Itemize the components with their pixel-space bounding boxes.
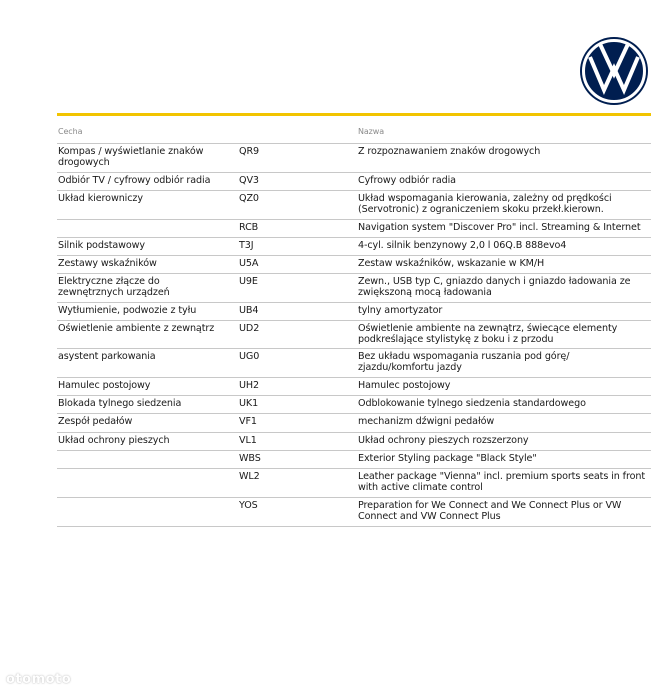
code-cell: UK1: [239, 398, 259, 409]
code-cell: WBS: [239, 453, 261, 464]
feature-cell: Elektryczne złącze do zewnętrznych urządzeń: [58, 276, 170, 298]
feature-cell: Silnik podstawowy: [58, 240, 146, 251]
code-cell: UD2: [239, 323, 260, 334]
code-cell: QV3: [239, 175, 259, 186]
code-cell: VL1: [239, 435, 257, 446]
feature-cell: Blokada tylnego siedzenia: [58, 398, 182, 409]
table-row: [57, 469, 651, 498]
name-cell: mechanizm dźwigni pedałów: [358, 416, 495, 427]
name-cell: Preparation for We Connect and We Connect Plus or VW Connect and VW Connect Plus: [358, 500, 622, 522]
table-row: [57, 274, 651, 303]
feature-cell: Hamulec postojowy: [58, 380, 151, 391]
code-cell: VF1: [239, 416, 257, 427]
name-cell: 4-cyl. silnik benzynowy 2,0 l 06Q.B 888evo4: [358, 240, 567, 251]
code-cell: QR9: [239, 146, 260, 157]
name-cell: Bez układu wspomagania ruszania pod górę/ zjazdu/komfortu jazdy: [358, 351, 570, 373]
feature-cell: Układ kierowniczy: [58, 193, 143, 204]
table-row: [57, 498, 651, 527]
header-divider: [57, 113, 651, 116]
feature-cell: Zespół pedałów: [58, 416, 133, 427]
name-cell: Oświetlenie ambiente na zewnątrz, świecące elementy podkreślające stylistykę z boku i z przodu: [358, 323, 618, 345]
name-cell: Exterior Styling package "Black Style": [358, 453, 537, 464]
table-header: [57, 124, 651, 144]
name-cell: Układ wspomagania kierowania, zależny od prędkości (Servotronic) z ograniczeniem skoku przekł.kierown.: [358, 193, 612, 215]
code-cell: UB4: [239, 305, 259, 316]
code-cell: UG0: [239, 351, 260, 362]
name-cell: Zewn., USB typ C, gniazdo danych i gniazdo ładowania ze zwiększoną mocą ładowania: [358, 276, 631, 298]
code-cell: WL2: [239, 471, 260, 482]
table-row: [57, 256, 651, 274]
code-cell: YOS: [239, 500, 258, 511]
feature-cell: Wytłumienie, podwozie z tyłu: [58, 305, 197, 316]
column-header-name: Nazwa: [358, 127, 385, 136]
name-cell: Cyfrowy odbiór radia: [358, 175, 456, 186]
table-row: [57, 144, 651, 173]
code-cell: UH2: [239, 380, 260, 391]
code-cell: U5A: [239, 258, 259, 269]
table-row: [57, 220, 651, 238]
code-cell: T3J: [239, 240, 254, 251]
table-row: [57, 349, 651, 378]
name-cell: Odblokowanie tylnego siedzenia standardowego: [358, 398, 586, 409]
equipment-table: [57, 124, 651, 527]
vw-logo: [578, 35, 650, 107]
table-row: [57, 396, 651, 414]
name-cell: Zestaw wskaźników, wskazanie w KM/H: [358, 258, 545, 269]
feature-cell: Układ ochrony pieszych: [58, 435, 170, 446]
name-cell: Układ ochrony pieszych rozszerzony: [358, 435, 529, 446]
feature-cell: Oświetlenie ambiente z zewnątrz: [58, 323, 215, 334]
feature-cell: Odbiór TV / cyfrowy odbiór radia: [58, 175, 211, 186]
table-row: [57, 303, 651, 321]
table-row: [57, 173, 651, 191]
feature-cell: Zestawy wskaźników: [58, 258, 157, 269]
code-cell: RCB: [239, 222, 259, 233]
code-cell: QZ0: [239, 193, 259, 204]
column-header-feature: Cecha: [58, 127, 83, 136]
table-row: [57, 321, 651, 349]
table-row: [57, 451, 651, 469]
name-cell: Z rozpoznawaniem znaków drogowych: [358, 146, 541, 157]
feature-cell: asystent parkowania: [58, 351, 156, 362]
name-cell: tylny amortyzator: [358, 305, 443, 316]
code-cell: U9E: [239, 276, 258, 287]
name-cell: Leather package "Vienna" incl. premium sports seats in front with active climate control: [358, 471, 645, 493]
table-row: [57, 191, 651, 220]
table-row: [57, 238, 651, 256]
table-row: [57, 433, 651, 451]
name-cell: Navigation system "Discover Pro" incl. Streaming & Internet: [358, 222, 641, 233]
name-cell: Hamulec postojowy: [358, 380, 451, 391]
feature-cell: Kompas / wyświetlanie znaków drogowych: [58, 146, 204, 168]
watermark: otomoto: [6, 672, 72, 687]
table-row: [57, 378, 651, 396]
table-row: [57, 414, 651, 433]
